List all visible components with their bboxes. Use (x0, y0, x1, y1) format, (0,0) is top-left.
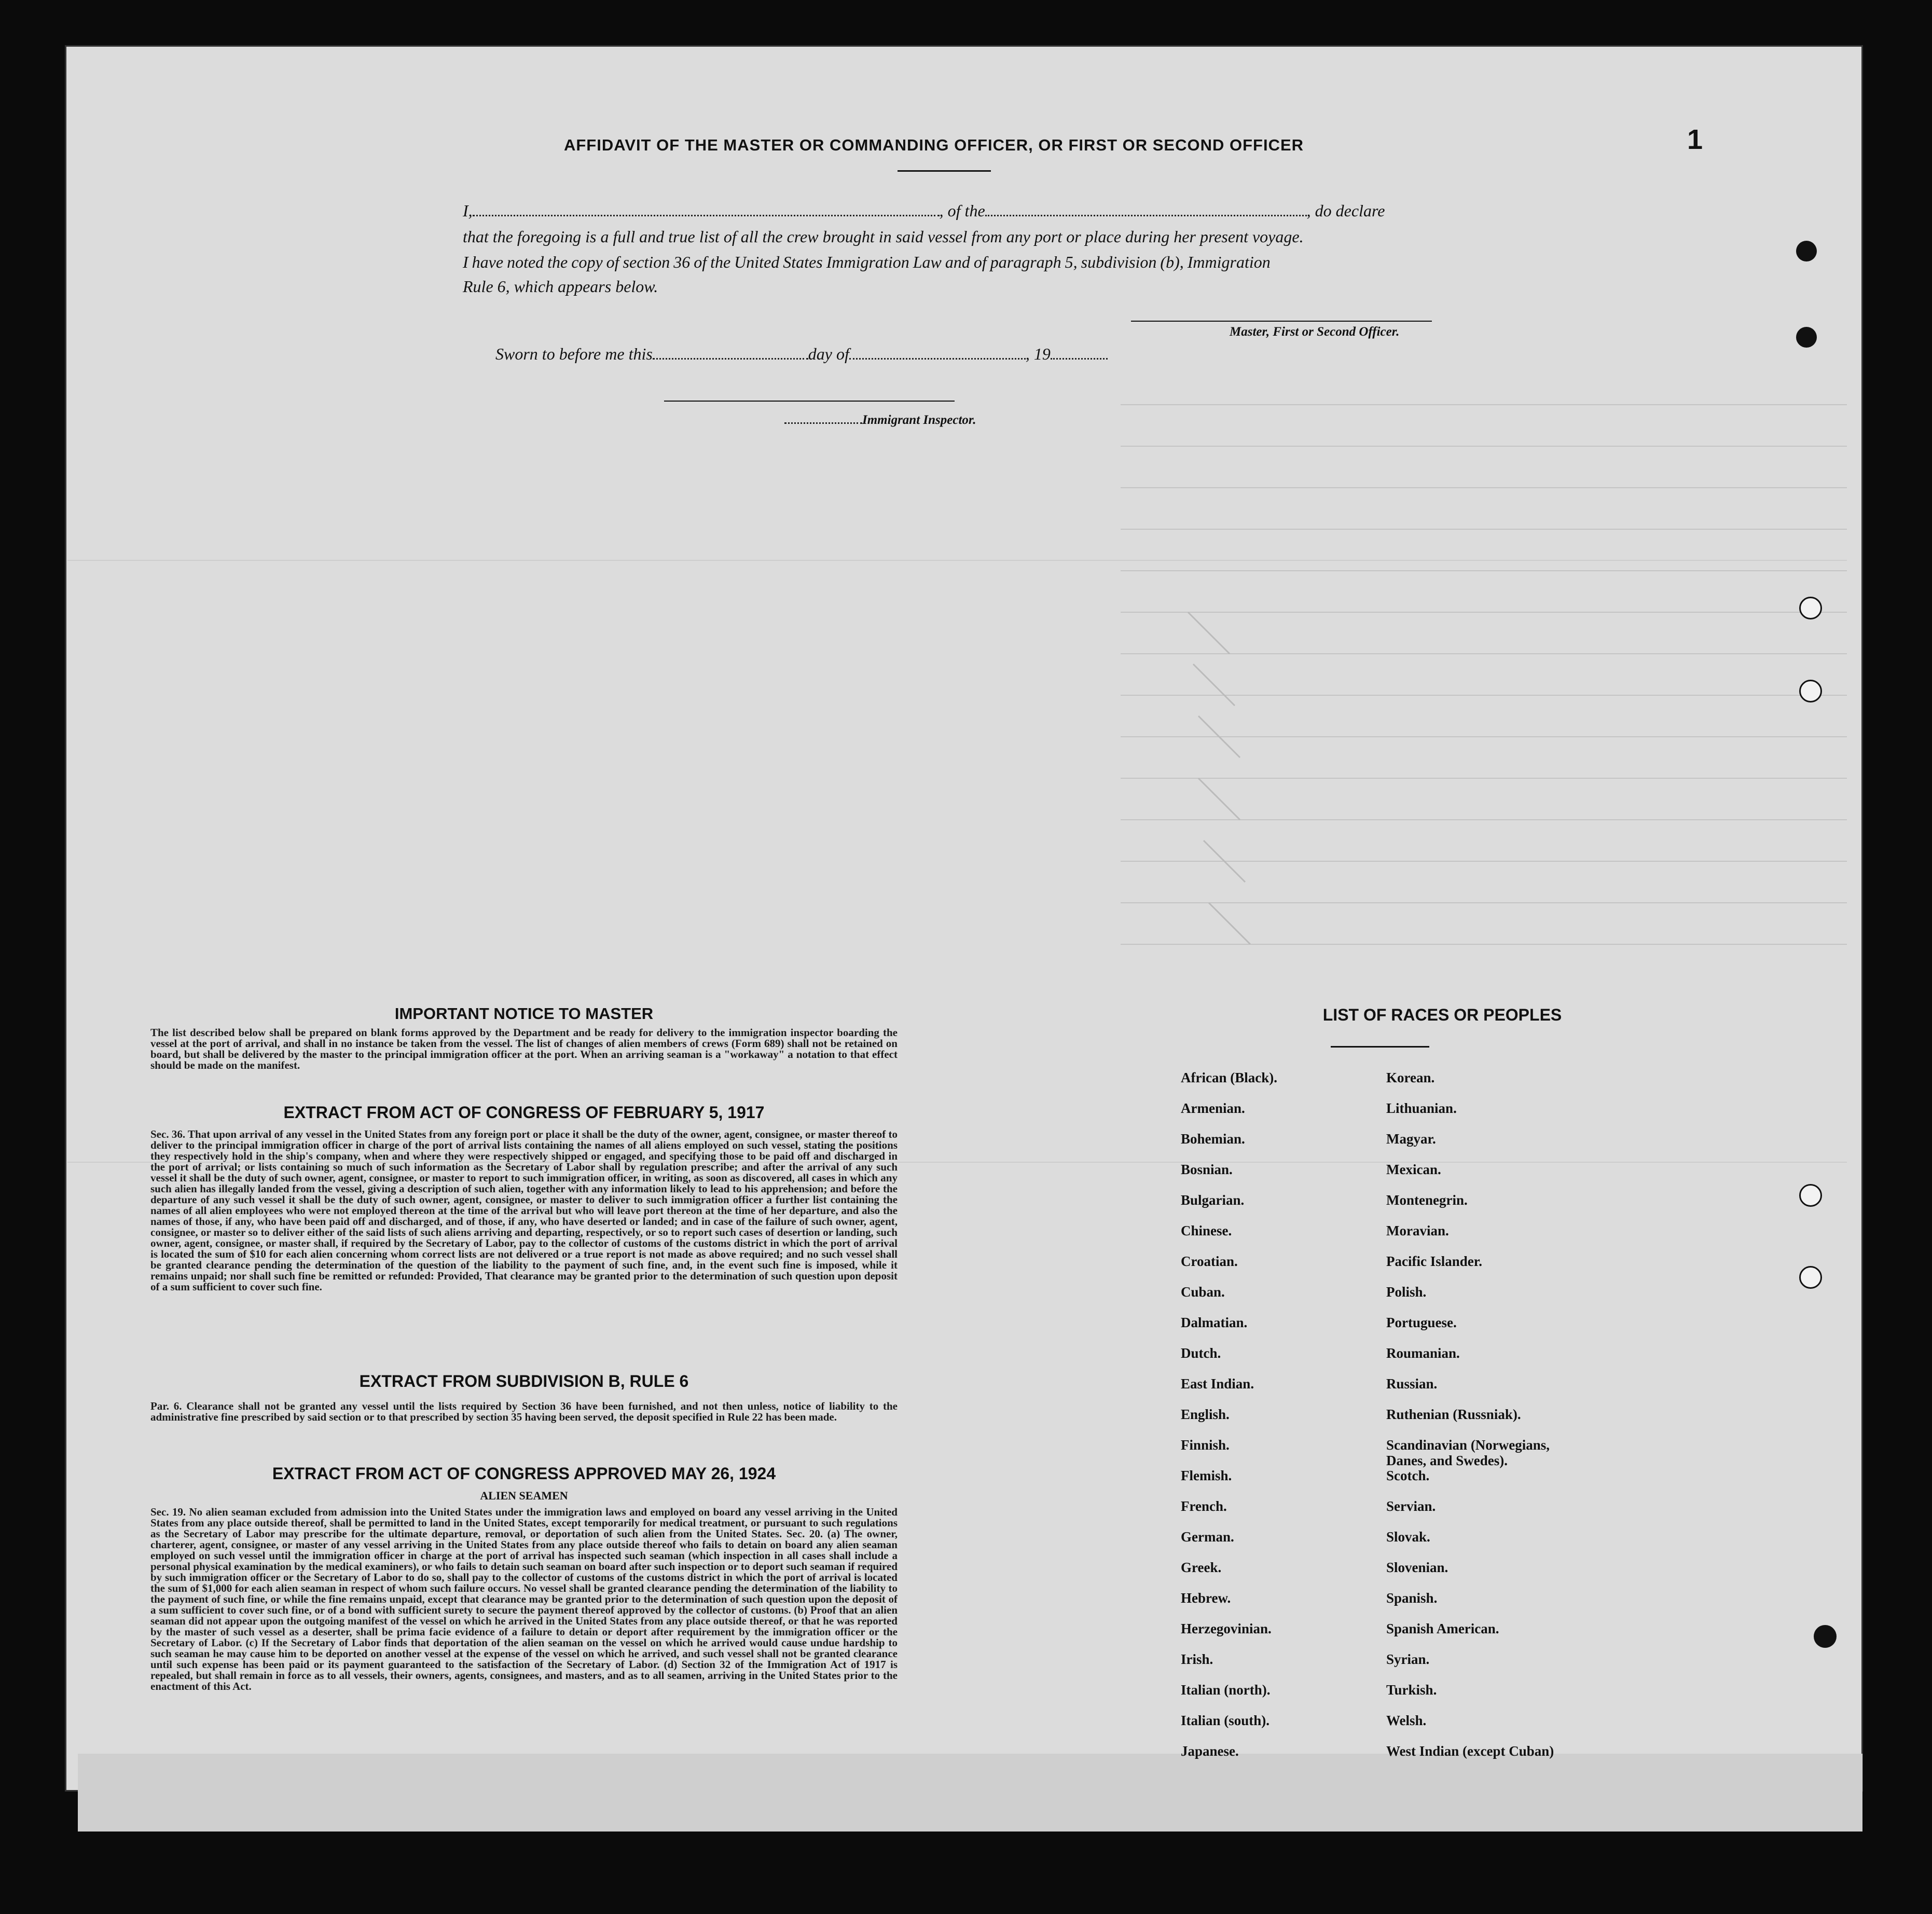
race-item: German. (1181, 1529, 1234, 1545)
race-item: Herzegovinian. (1181, 1621, 1272, 1636)
race-item: Syrian. (1386, 1651, 1430, 1667)
extract-1924-text: Sec. 19. No alien seaman excluded from admission into the United States under the immigration laws and employed on board any vessel arriving in the United States from any place outside thereof, shall be permitted to land in the United States, except temporarily for medical treatment, or pursuant to such regulations as the Secretary of Labor may prescribe for the ultimate departure, removal, or deportation of such alien from the United States. Sec. 20. (a) The owner, charterer, agent, consignee, or master of any vessel arriving in the United States from any place outside thereof who fails to detain on board any alien seaman employed on such vessel until the immigration officer in charge at the port of arrival has inspected such seaman (which inspection in all cases shall include a personal physical examination by the medical examiners), or who fails to detain such seaman on board after such inspection or to deport such seaman if required by such immigration officer or the Secretary of Labor to do so, shall pay to the collector of customs of the customs district in which the port of arrival is located the sum of $1,000 for each alien seaman in respect of whom such failure occurs. No vessel shall be granted clearance pending the determination of the liability to the payment of such fine, or while the fine remains unpaid, except that clearance may be granted prior to the determination of such question upon the deposit of a sum sufficient to cover such fine, or of a bond with sufficient surety to secure the payment thereof approved by the collector of customs. (b) Proof that an alien seaman did not appear upon the outgoing manifest of the vessel on which he arrived in the United States from any place outside thereof, or that he was reported by the master of such vessel as a deserter, shall be prima facie evidence of a failure to detain or deport after requirement by the immigration officer or the Secretary of Labor. (c) If the Secretary of Labor finds that deportation of the alien seaman on the vessel on which he arrived would cause undue hardship to such seaman he may cause him to be deported on another vessel at the expense of the vessel on which he arrived, and such vessel shall not be granted clearance until such expense has been paid or its payment guaranteed to the satisfaction of the Secretary of Labor. (d) Section 32 of the Immigration Act of 1917 is repealed, but shall remain in force as to all vessels, their owners, agents, consignees, and masters, and as to all seamen, arriving in the United States prior to the enactment of this Act. (150, 1506, 898, 1692)
race-item: Flemish. (1181, 1468, 1232, 1483)
race-item: Korean. (1386, 1070, 1435, 1085)
inspector-blank[interactable] (784, 417, 862, 424)
race-item: African (Black). (1181, 1070, 1277, 1085)
race-item: Servian. (1386, 1498, 1436, 1514)
binder-hole (1799, 597, 1822, 619)
race-item: Ruthenian (Russniak). (1386, 1407, 1521, 1422)
race-item: Montenegrin. (1386, 1192, 1468, 1208)
extract-1917-text: Sec. 36. That upon arrival of any vessel in the United States from any foreign port or place it shall be the duty of the owner, agent, consignee, or master thereof to deliver to the principal immigration officer in charge of the port of arrival lists containing the names of all aliens employed on such vessel, stating the positions they respectively hold in the ship's company, when and where they were respectively shipped or engaged, and specifying those to be paid off and discharged in the port of arrival; or lists containing so much of such information as the Secretary of Labor shall by regulation prescribe; and after the arrival of any such vessel it shall be the duty of such owner, agent, consignee, or master to report to such immigration officer, in writing, as soon as discovered, all cases in which any such alien has illegally landed from the vessel, giving a description of such alien, together with any information likely to lead to his apprehension; and before the departure of any such vessel it shall be the duty of such owner, agent, consignee, or master to deliver to such immigration officer a further list containing the names of all alien employees who were not employed thereon at the time of the arrival but who will leave port thereon at the time of her departure, and also the names of those, if any, who have been paid off and discharged, and of those, if any, who have deserted or landed; and in case of the failure of such owner, agent, consignee, or master so to deliver either of the said lists of such aliens arriving and departing, respectively, or so to report such cases of desertion or landing, such owner, agent, consignee, or master shall, if required by the Secretary of Labor, pay to the collector of customs of the customs district in which the port of arrival is located the sum of $10 for each alien concerning whom correct lists are not delivered or a true report is not made as above required; and no such vessel shall be granted clearance pending the determination of the question of the liability to the payment of such fine, and, in the event such fine is imposed, while it remains unpaid; nor shall such fine be remitted or refunded: Provided, That clearance may be granted prior to the determination of such question upon deposit of a sum sufficient to cover such fine. (150, 1128, 898, 1293)
race-item: Italian (south). (1181, 1713, 1270, 1728)
name-blank[interactable] (473, 210, 940, 216)
race-item: Moravian. (1386, 1223, 1449, 1238)
extract-1924-subtitle: ALIEN SEAMEN (480, 1489, 568, 1502)
binder-hole (1799, 1184, 1822, 1207)
race-item: Russian. (1386, 1376, 1438, 1392)
race-item: Spanish. (1386, 1590, 1438, 1606)
race-item: Japanese. (1181, 1743, 1239, 1759)
race-item: Spanish American. (1386, 1621, 1499, 1636)
race-item: Irish. (1181, 1651, 1213, 1667)
races-title-underline (1331, 1046, 1429, 1048)
binder-hole (1814, 1625, 1837, 1648)
vessel-blank[interactable] (985, 210, 1307, 216)
sworn-year-blank[interactable] (1051, 353, 1108, 360)
inspector-line (784, 413, 976, 428)
race-item: Chinese. (1181, 1223, 1232, 1238)
race-item: Bohemian. (1181, 1131, 1245, 1147)
race-item: Lithuanian. (1386, 1100, 1457, 1116)
race-item: Scandinavian (Norwegians, Danes, and Swedes). (1386, 1437, 1550, 1468)
sworn-start: Sworn to before me this (495, 345, 653, 363)
race-item: Armenian. (1181, 1100, 1245, 1116)
signature-caption: Master, First or Second Officer. (1230, 325, 1400, 339)
race-item: Bulgarian. (1181, 1192, 1245, 1208)
notice-text: The list described below shall be prepared on blank forms approved by the Department and be ready for delivery to the immigration inspector boarding the vessel at the port of arrival, and shall in no instance be taken from the vessel. The list of changes of alien members of crews (Form 689) shall not be retained on board, but shall be delivered by the master to the principal immigration officer at the port. When an arriving seaman is a "workaway" a notation to that effect should be made on the manifest. (150, 1026, 898, 1071)
race-item: Portuguese. (1386, 1315, 1457, 1330)
races-title: LIST OF RACES OR PEOPLES (1322, 1006, 1562, 1024)
binder-hole (1799, 1266, 1822, 1289)
affidavit-line1 (463, 201, 1438, 221)
race-item: French. (1181, 1498, 1227, 1514)
notice-title: IMPORTANT NOTICE TO MASTER (394, 1004, 654, 1023)
inspector-signature-line (664, 401, 955, 402)
affidavit-title: AFFIDAVIT OF THE MASTER OR COMMANDING OFFICER, OR FIRST OR SECOND OFFICER (563, 136, 1304, 154)
race-item: Slovak. (1386, 1529, 1430, 1545)
inspector-caption: Immigrant Inspector. (862, 413, 976, 427)
race-item: Hebrew. (1181, 1590, 1231, 1606)
signature-line (1131, 321, 1432, 322)
affidavit-line4: Rule 6, which appears below. (463, 277, 658, 296)
binder-hole (1799, 680, 1822, 703)
race-item: Finnish. (1181, 1437, 1230, 1453)
affidavit-line1-start: I, (463, 201, 473, 220)
race-item: English. (1181, 1407, 1230, 1422)
page-number-mark: 1 (1687, 124, 1703, 155)
affidavit-line1-mid: , of the (939, 201, 985, 220)
race-item: Magyar. (1386, 1131, 1436, 1147)
race-item: Croatian. (1181, 1254, 1238, 1269)
race-item: East Indian. (1181, 1376, 1254, 1392)
affidavit-line1-end: , do declare (1306, 201, 1385, 220)
race-item: Turkish. (1386, 1682, 1437, 1698)
sworn-line (495, 345, 1170, 364)
race-item: Roumanian. (1386, 1345, 1460, 1361)
sworn-month-blank[interactable] (849, 353, 1026, 360)
race-item: Mexican. (1386, 1162, 1441, 1177)
extract-rule6-text: Par. 6. Clearance shall not be granted any vessel until the lists required by Section 36 have been furnished, and not then unless, notice of liability to the administrative fine prescribed by said section or to that prescribed by section 35 having been served, the deposit specified in Rule 22 has been made. (150, 1400, 898, 1423)
sworn-day-blank[interactable] (653, 353, 808, 360)
race-item: Pacific Islander. (1386, 1254, 1482, 1269)
race-item: Dutch. (1181, 1345, 1221, 1361)
extract-rule6-title: EXTRACT FROM SUBDIVISION B, RULE 6 (359, 1372, 689, 1390)
race-item: Slovenian. (1386, 1560, 1448, 1575)
extract-1917-title: EXTRACT FROM ACT OF CONGRESS OF FEBRUARY 5, 1917 (283, 1103, 765, 1122)
race-item: Italian (north). (1181, 1682, 1271, 1698)
race-item: West Indian (except Cuban) (1386, 1743, 1554, 1759)
race-item: Bosnian. (1181, 1162, 1233, 1177)
sworn-day-label: day of (808, 345, 849, 363)
race-item: Dalmatian. (1181, 1315, 1248, 1330)
race-item: Scotch. (1386, 1468, 1430, 1483)
binder-hole (1796, 327, 1817, 348)
extract-1924-title: EXTRACT FROM ACT OF CONGRESS APPROVED MAY 26, 1924 (272, 1464, 776, 1483)
race-item: Greek. (1181, 1560, 1222, 1575)
race-item: Polish. (1386, 1284, 1427, 1300)
race-item: Cuban. (1181, 1284, 1225, 1300)
sworn-year-label: , 19 (1025, 345, 1051, 363)
affidavit-line3: I have noted the copy of section 36 of the United States Immigration Law and of paragraph 5, subdivision (b), Immigration (463, 253, 1271, 271)
affidavit-line2: that the foregoing is a full and true list of all the crew brought in said vessel from any port or place during her present voyage. (463, 227, 1304, 246)
race-item: Welsh. (1386, 1713, 1427, 1728)
binder-hole (1796, 241, 1817, 261)
title-underline (898, 170, 991, 172)
